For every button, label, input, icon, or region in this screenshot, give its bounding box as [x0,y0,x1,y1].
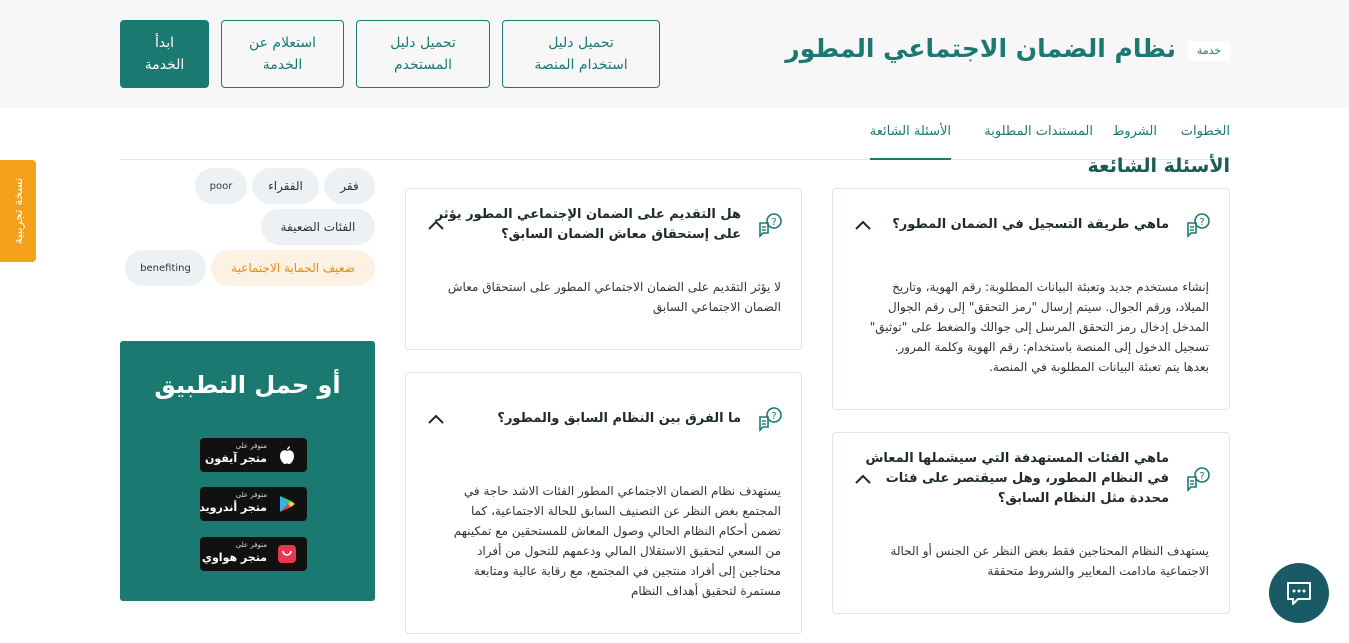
service-inquiry-button[interactable] [221,20,344,88]
svg-text:?: ? [771,411,777,422]
app-download-panel [120,341,375,601]
question-line: ماهي الفئات المستهدفة التي سيشملها المعاش [865,451,1169,466]
faq-question [865,449,1169,509]
faq-question: ما الفرق بين النظام السابق والمطور؟ [497,411,741,426]
tab-required-documents[interactable]: المستندات المطلوبة [984,124,1093,139]
faq-question: ماهي طريقة التسجيل في الضمان المطور؟ [892,217,1169,232]
faq-answer [448,277,781,317]
question-line: على إستحقاق معاش الضمان السابق؟ [501,227,741,242]
google-play-button[interactable] [200,487,307,521]
answer-line: تسجيل الدخول إلى المنصة باستخدام: رقم الهوية وكلمة المرور. [894,340,1209,354]
answer-line: يستهدف نظام الضمان الاجتماعي المطور الفئات الاشد حاجة في [463,484,781,498]
service-tabs [120,108,1230,160]
chevron-up-icon[interactable] [853,472,873,486]
answer-line: الميلاد، ورقم الجوال. سيتم إرسال "رمز التحقق" إلى رقم الجوال [887,300,1209,314]
store-caption: متوفر على [235,491,267,499]
button-label: ابدأ [154,35,175,51]
store-caption: متوفر على [235,541,267,549]
answer-line: مستمرة لتحقيق أهداف النظام [630,584,781,598]
faq-answer [454,481,781,601]
tag-poor[interactable]: poor [195,168,247,204]
faq-question-icon [757,406,783,432]
svg-text:?: ? [1199,217,1205,228]
faq-answer [890,541,1209,581]
page-title: نظام الضمان الاجتماعي المطور [785,34,1176,63]
faq-card [405,372,802,634]
answer-line: إنشاء مستخدم جديد وتعبئة البيانات المطلوبة: رقم الهوية، وتاريخ [892,280,1209,294]
faq-question [436,205,741,245]
faq-question-icon [1185,212,1211,238]
start-service-button[interactable] [120,20,209,88]
tag-vulnerable-groups[interactable]: الفئات الضعيفة [261,209,375,245]
huawei-store-button[interactable] [200,537,307,571]
faq-question-icon [757,212,783,238]
chat-icon [1284,578,1314,608]
question-line: محددة مثل النظام السابق؟ [997,491,1169,506]
chevron-up-icon[interactable] [853,218,873,232]
tab-conditions[interactable]: الشروط [1112,124,1157,139]
store-name: متجر هواوي [201,551,267,564]
store-caption: متوفر على [235,442,267,450]
store-name: متجر أندرويد [199,501,267,514]
tag-poverty[interactable]: فقر [324,168,375,204]
button-label: المستخدم [393,57,453,73]
svg-text:?: ? [771,217,777,228]
faq-heading: الأسئلة الشائعة [1087,155,1230,175]
question-line: هل التقديم على الضمان الإجتماعي المطور يؤثر [435,207,741,222]
answer-line: من السعي لتحقيق الاستقلال المالي ودعمهم للتحول من أفراد [477,544,781,558]
faq-card [832,188,1230,410]
faq-answer [870,277,1209,377]
answer-line: تضمن أحكام النظام الحالي وصول المعاش للمستحقين مع تمكينهم [453,524,781,538]
answer-line: المجتمع بغض النظر عن التصنيف السابق للحالة الاجتماعية، كما [470,504,781,518]
store-name: متجر آيفون [204,452,267,465]
faq-card [832,432,1230,614]
answer-line: بعدها يتم تعبئة البيانات المطلوبة في المنصة. [989,360,1209,374]
tab-steps[interactable]: الخطوات [1180,124,1230,139]
tag-weak-social-protection[interactable]: ضعيف الحماية الاجتماعية [211,250,375,286]
tab-faq[interactable]: الأسئلة الشائعة [870,124,951,160]
button-label: تحميل دليل [548,35,614,51]
answer-line: الضمان الاجتماعي السابق [652,300,781,314]
apple-icon [277,445,297,465]
answer-line: المدخل إدخال رمز التحقق المرسل إلى جوالك والضغط على "توثيق" [869,320,1209,334]
button-label: استخدام المنصة [534,57,628,73]
download-platform-guide-button[interactable] [502,20,660,88]
service-badge: خدمة [1188,41,1230,61]
chevron-up-icon[interactable] [426,218,446,232]
answer-line: الاجتماعية مادامت المعايير والشروط متحققة [987,564,1209,578]
answer-line: محتاجين إلى أفراد منتجين في المجتمع، مع رقابة عالية ومتابعة [473,564,781,578]
beta-version-tab[interactable] [0,160,36,262]
svg-text:?: ? [1199,471,1205,482]
tag-benefiting[interactable]: benefiting [125,250,206,286]
answer-line: يستهدف النظام المحتاجين فقط بغض النظر عن الجنس أو الحالة [890,544,1209,558]
question-line: في النظام المطور، وهل سيقتصر على فئات [885,471,1169,486]
download-user-guide-button[interactable] [356,20,490,88]
answer-line: لا يؤثر التقديم على الضمان الاجتماعي المطور على استحقاق معاش [447,280,781,294]
beta-version-label: نسخة تجريبية [11,177,25,245]
button-label: الخدمة [262,57,303,73]
chevron-up-icon[interactable] [426,412,446,426]
chat-button[interactable] [1269,563,1329,623]
tag-poor-ar[interactable]: الفقراء [252,168,319,204]
faq-card [405,188,802,350]
app-download-title: أو حمل التطبيق [154,371,341,399]
page-header [0,0,1349,108]
button-label: الخدمة [144,57,185,73]
faq-question-icon [1185,466,1211,492]
app-store-button[interactable] [200,438,307,472]
button-label: استعلام عن [248,35,317,51]
google-play-icon [277,494,297,514]
huawei-icon [277,544,297,564]
button-label: تحميل دليل [390,35,456,51]
